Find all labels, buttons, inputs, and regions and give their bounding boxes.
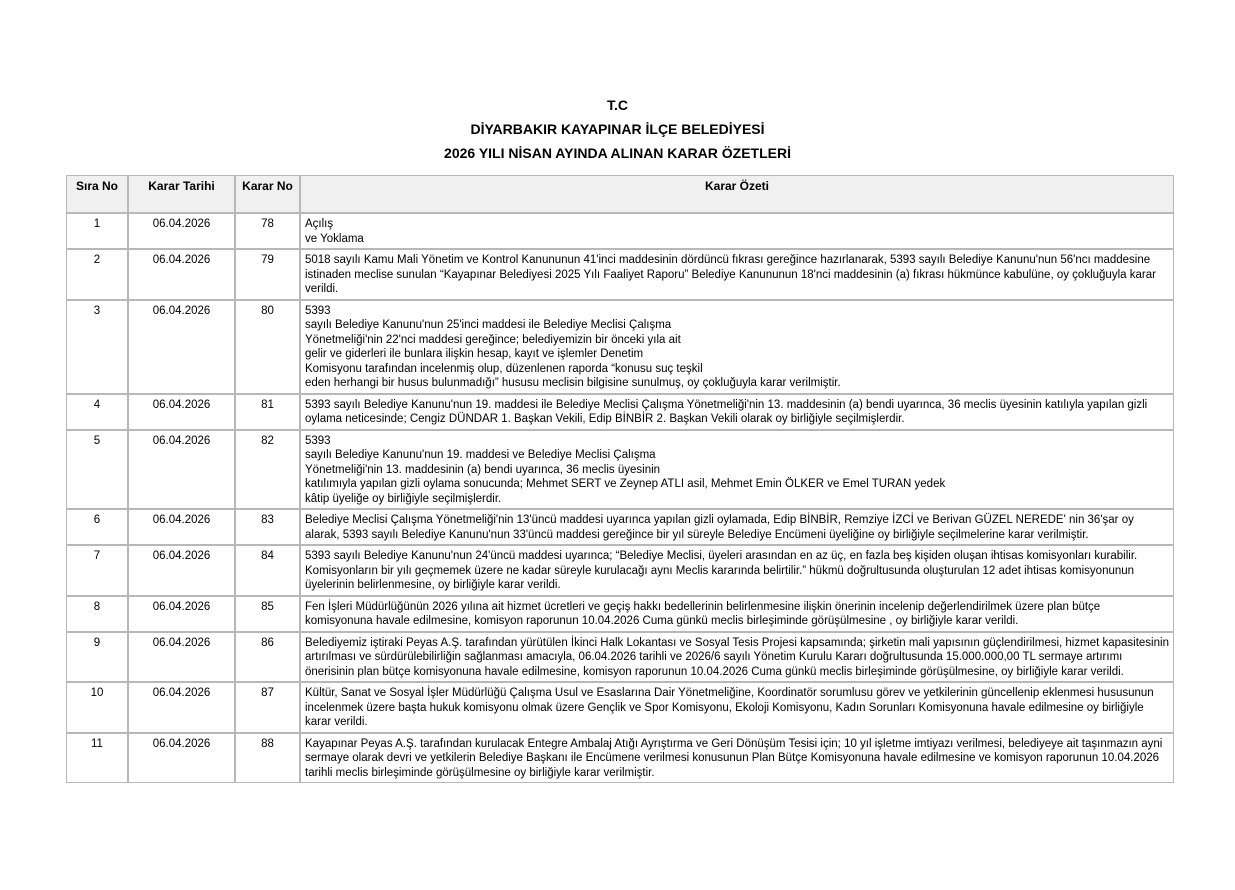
header-tc: T.C <box>607 97 628 113</box>
column-header-karar-no: Karar No <box>235 175 300 213</box>
cell-karar-tarihi: 06.04.2026 <box>128 596 235 632</box>
cell-sira-no: 8 <box>66 596 128 632</box>
cell-karar-no: 84 <box>235 545 300 596</box>
cell-karar-no: 85 <box>235 596 300 632</box>
table-row <box>66 682 1174 733</box>
cell-karar-tarihi: 06.04.2026 <box>128 682 235 733</box>
column-header-karar-ozeti: Karar Özeti <box>300 175 1174 213</box>
cell-karar-ozeti: 5393 sayılı Belediye Kanunu'nun 25'inci maddesi ile Belediye Meclisi Çalışma Yönetmeliği'nin 22'nci maddesi gereğince; belediyemizin bir önceki yıla ait gelir ve giderleri ile bunlara ilişkin hesap, kayıt ve işlemler Denetim Komisyonu tarafından incelenmiş olup, düzenlenen raporda “konusu suç teşkil eden herhangi bir husus bulunmadığı” hususu meclisin bilgisine sunulmuş, oy çokluğuyla karar verilmiştir. <box>300 300 1174 394</box>
cell-sira-no: 11 <box>66 733 128 784</box>
cell-karar-ozeti: Kayapınar Peyas A.Ş. tarafından kurulacak Entegre Ambalaj Atığı Ayrıştırma ve Geri Dönüşüm Tesisi için; 10 yıl işletme imtiyazı verilmesi, belediyeye ait taşınmazın ayni sermaye olarak devri ve yetkilerin Belediye Başkanı ile Encümene verilmesi konusunun Plan Bütçe Komisyonuna havale edilmesine ve komisyon raporunun 10.04.2026 tarihli meclis birleşiminde görüşülmesine oy birliğiyle karar verilmiştir. <box>300 733 1174 784</box>
document-header <box>0 93 1235 165</box>
cell-karar-no: 83 <box>235 509 300 545</box>
cell-sira-no: 9 <box>66 632 128 683</box>
cell-sira-no: 5 <box>66 430 128 510</box>
cell-karar-tarihi: 06.04.2026 <box>128 632 235 683</box>
cell-karar-no: 79 <box>235 249 300 300</box>
cell-karar-tarihi: 06.04.2026 <box>128 509 235 545</box>
cell-karar-tarihi: 06.04.2026 <box>128 545 235 596</box>
cell-karar-ozeti: 5018 sayılı Kamu Mali Yönetim ve Kontrol Kanununun 41'inci maddesinin dördüncü fıkrası gereğince hazırlanarak, 5393 sayılı Belediye Kanunu'nun 56'ncı maddesine istinaden meclise sunulan “Kayapınar Belediyesi 2025 Yılı Faaliyet Raporu” Belediye Kanununun 18'nci maddesinin (a) fıkrası hükmünce kabulüne, oy çokluğuyla karar verildi. <box>300 249 1174 300</box>
table-row <box>66 249 1174 300</box>
cell-karar-ozeti: 5393 sayılı Belediye Kanunu'nun 19. maddesi ve Belediye Meclisi Çalışma Yönetmeliği'nin 13. maddesinin (a) bendi uyarınca, 36 meclis üyesinin katılımıyla yapılan gizli oylama sonucunda; Mehmet SERT ve Zeynep ATLI asil, Mehmet Emin ÖLKER ve Emel TURAN yedek kâtip üyeliğe oy birliğiyle seçilmişlerdir. <box>300 430 1174 510</box>
table-row <box>66 394 1174 430</box>
cell-karar-tarihi: 06.04.2026 <box>128 249 235 300</box>
cell-karar-ozeti: 5393 sayılı Belediye Kanunu'nun 19. maddesi ile Belediye Meclisi Çalışma Yönetmeliği'nin 13. maddesinin (a) bendi uyarınca, 36 meclis üyesinin katılıyla yapılan gizli oylama neticesinde; Cengiz DÜNDAR 1. Başkan Vekili, Edip BİNBİR 2. Başkan Vekili olarak oy birliğiyle seçilmişlerdir. <box>300 394 1174 430</box>
table-row <box>66 430 1174 510</box>
cell-karar-no: 86 <box>235 632 300 683</box>
cell-sira-no: 2 <box>66 249 128 300</box>
cell-karar-no: 82 <box>235 430 300 510</box>
table-row <box>66 300 1174 394</box>
cell-sira-no: 6 <box>66 509 128 545</box>
cell-karar-tarihi: 06.04.2026 <box>128 430 235 510</box>
table-row <box>66 632 1174 683</box>
table-row <box>66 509 1174 545</box>
decisions-table <box>66 175 1174 783</box>
cell-karar-tarihi: 06.04.2026 <box>128 394 235 430</box>
cell-karar-ozeti: Belediyemiz iştiraki Peyas A.Ş. tarafından yürütülen İkinci Halk Lokantası ve Sosyal Tesis Projesi kapsamında; şirketin mali yapısının güçlendirilmesi, hizmet kapasitesinin artırılması ve sürdürülebilirliğin sağlanması amacıyla, 06.04.2026 tarihli ve 2026/6 sayılı Yönetim Kurulu Kararı doğrultusunda 15.000.000,00 TL sermaye artırımı önerisinin plan bütçe komisyonuna havale edilmesine, komisyon raporunun 10.04.2026 Cuma günkü meclis birleşiminde görüşülmesine, oy birliğiyle karar verildi. <box>300 632 1174 683</box>
cell-karar-no: 78 <box>235 213 300 249</box>
cell-karar-tarihi: 06.04.2026 <box>128 733 235 784</box>
cell-karar-ozeti: Açılış ve Yoklama <box>300 213 1174 249</box>
cell-karar-no: 81 <box>235 394 300 430</box>
table-row <box>66 213 1174 249</box>
cell-sira-no: 3 <box>66 300 128 394</box>
table-row <box>66 596 1174 632</box>
cell-sira-no: 1 <box>66 213 128 249</box>
cell-karar-no: 88 <box>235 733 300 784</box>
cell-karar-tarihi: 06.04.2026 <box>128 300 235 394</box>
cell-karar-no: 87 <box>235 682 300 733</box>
cell-karar-ozeti: Kültür, Sanat ve Sosyal İşler Müdürlüğü Çalışma Usul ve Esaslarına Dair Yönetmeliğine, Koordinatör sorumlusu görev ve yetkilerinin güncellenip eklenmesi hususunun incelenmek üzere başta hukuk komisyonu olmak üzere Gençlik ve Spor Komisyonu, Ekoloji Komisyonu, Kadın Sorunları Komisyonuna havale edilmesine oy birliğiyle karar verildi. <box>300 682 1174 733</box>
cell-sira-no: 4 <box>66 394 128 430</box>
cell-karar-tarihi: 06.04.2026 <box>128 213 235 249</box>
cell-karar-ozeti: Fen İşleri Müdürlüğünün 2026 yılına ait hizmet ücretleri ve geçiş hakkı bedellerinin belirlenmesine ilişkin önerinin incelenip değerlendirilmek üzere plan bütçe komisyonuna havale edilmesine, komisyon raporunun 10.04.2026 Cuma günkü meclis birleşiminde görüşülmesine , oy birliğiyle karar verildi. <box>300 596 1174 632</box>
cell-karar-no: 80 <box>235 300 300 394</box>
cell-sira-no: 7 <box>66 545 128 596</box>
header-municipality: DİYARBAKIR KAYAPINAR İLÇE BELEDİYESİ <box>470 121 765 137</box>
table-header-row <box>66 175 1174 213</box>
table-row <box>66 733 1174 784</box>
header-title: 2026 YILI NİSAN AYINDA ALINAN KARAR ÖZETLERİ <box>444 145 791 161</box>
cell-sira-no: 10 <box>66 682 128 733</box>
column-header-karar-tarihi: Karar Tarihi <box>128 175 235 213</box>
cell-karar-ozeti: 5393 sayılı Belediye Kanunu'nun 24'üncü maddesi uyarınca; “Belediye Meclisi, üyeleri arasından en az üç, en fazla beş kişiden oluşan ihtisas komisyonları kurabilir. Komisyonların bir yılı geçmemek üzere ne kadar süreyle kurulacağı aynı Meclis kararında belirtilir.” hükmü doğrultusunda oluşturulan 12 adet ihtisas komisyonunun üyelerinin belirlenmesine, oy birliğiyle karar verildi. <box>300 545 1174 596</box>
cell-karar-ozeti: Belediye Meclisi Çalışma Yönetmeliği'nin 13'üncü maddesi uyarınca yapılan gizli oylamada, Edip BİNBİR, Remziye İZCİ ve Berivan GÜZEL NEREDE' nin 36'şar oy alarak, 5393 sayılı Belediye Kanunu'nun 33'üncü maddesi gereğince bir yıl süreyle Belediye Encümeni üyeliğine oy birliğiyle seçilmelerine karar verilmiştir. <box>300 509 1174 545</box>
table-row <box>66 545 1174 596</box>
column-header-sira-no: Sıra No <box>66 175 128 213</box>
